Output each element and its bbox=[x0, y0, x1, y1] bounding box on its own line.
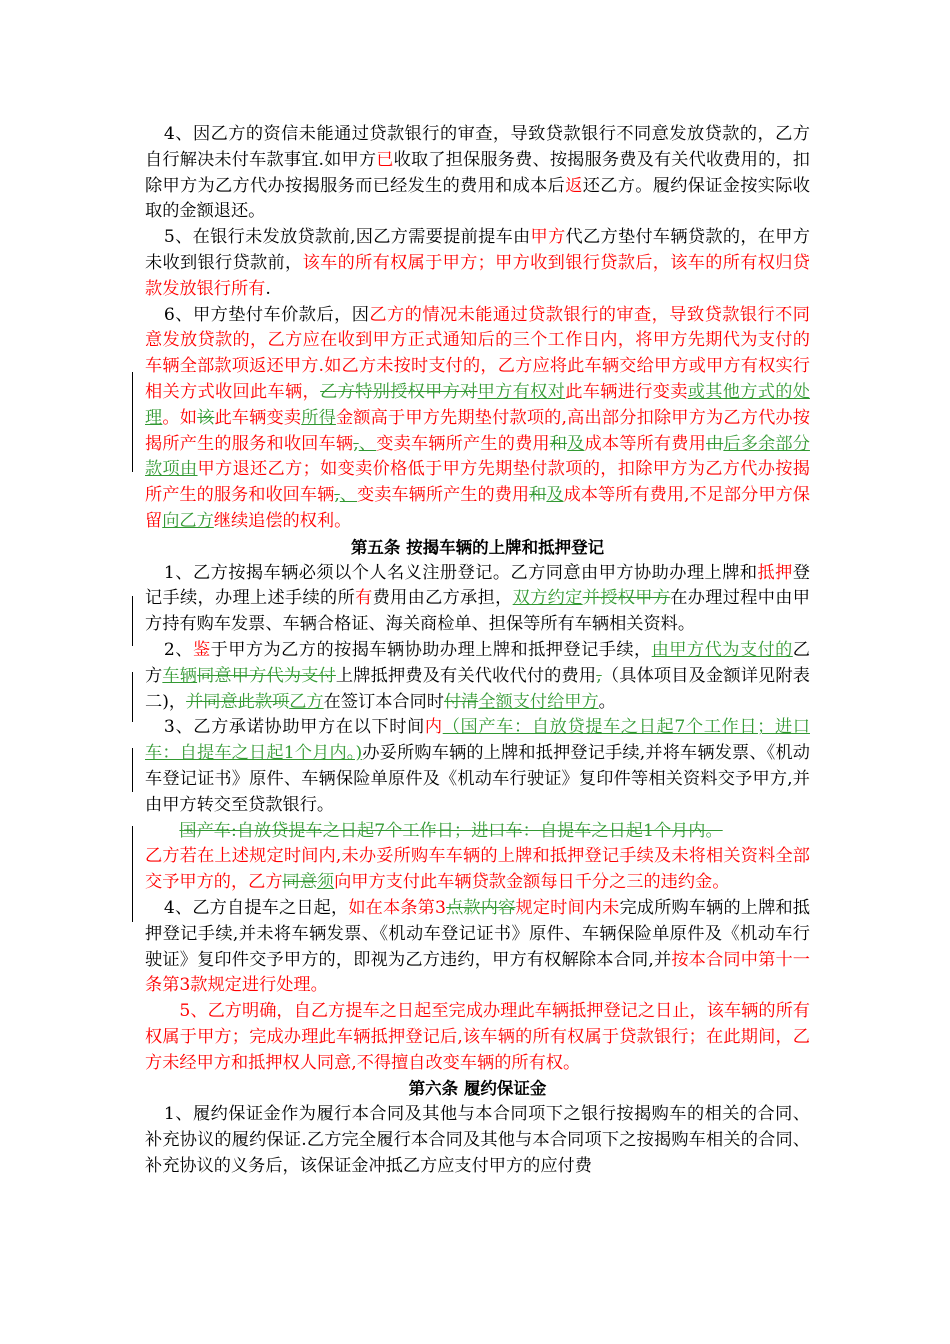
deleted-text: 和 bbox=[529, 485, 547, 506]
article-6-heading: 第六条 履约保证金 bbox=[408, 1079, 547, 1099]
text-run: 甲方 bbox=[530, 227, 566, 248]
deleted-text: 并授权甲方 bbox=[582, 588, 671, 609]
text-run: 收取了担保服务费、按揭服务费及有关代收费用的，扣除甲方为乙方代办按揭服务而已经发生的费用和成本后 bbox=[145, 149, 810, 196]
inserted-text: 及 bbox=[567, 433, 585, 454]
text-run: 还乙方。履约保证金按实际收取的金额退还。 bbox=[145, 175, 810, 222]
text-run: 鉴 bbox=[192, 639, 211, 660]
text-run: 此车辆进行变卖 bbox=[565, 381, 688, 402]
text-run: 已 bbox=[376, 149, 394, 170]
inserted-text: （国产车：自放贷提车之日起7个工作日；进口车：自提车之日起1个月内。) bbox=[145, 717, 810, 764]
text-run: 4、因乙方的资信未能通过贷款银行的审查，导致贷款银行不同意发放贷款的，乙方自行解决未付车款事宜.如甲方 bbox=[145, 124, 810, 170]
inserted-text: 后多余部分款项由 bbox=[145, 433, 810, 480]
text-run: 金额高于甲方先期垫付款项的,高出部分扣除甲方为乙方代办按揭所产生的服务和收回车辆 bbox=[145, 407, 810, 454]
text-run: 2、 bbox=[163, 639, 193, 660]
clause-5-3-penalty bbox=[145, 844, 810, 896]
text-run: 费用由乙方承担， bbox=[372, 588, 513, 609]
deleted-text: 同意 bbox=[282, 872, 317, 893]
deleted-text: 和 bbox=[549, 433, 568, 454]
change-bar bbox=[132, 672, 133, 722]
inserted-text: 乙方 bbox=[289, 691, 324, 712]
text-run: 在办理过程中由甲方持有购车发票、车辆合格证、海关商检单、担保等所有车辆相关资料。 bbox=[145, 588, 810, 635]
text-run: 6、甲方垫付车价款后，因 bbox=[163, 304, 370, 325]
text-run: 变卖车辆所产生的费用 bbox=[376, 433, 550, 454]
text-run: 5、乙方明确，自乙方提车之日起至完成办理此车辆抵押登记之日止，该车辆的所有权属于甲方；完成办理此车辆抵押登记后,该车辆的所有权属于贷款银行；在此期间，乙方未经甲方和抵押权人同意,不得擅自改变车辆的所有权。 bbox=[145, 1001, 810, 1073]
deleted-text: 点款内容 bbox=[445, 897, 516, 918]
text-run: 乙方若在上述规定时间内,未办妥所购车车辆的上牌和抵押登记手续及未将相关资料全部交予甲方的，乙方 bbox=[145, 846, 810, 893]
deleted-text: 并同意此款项 bbox=[186, 691, 290, 712]
text-run: 在签订本合同时 bbox=[323, 691, 444, 712]
text-run: 成本等所有费用 bbox=[584, 433, 706, 454]
inserted-text: 须 bbox=[316, 872, 335, 893]
text-run: 返 bbox=[565, 175, 583, 196]
deleted-text: 同意甲方代为支付 bbox=[197, 665, 336, 686]
text-run: 代乙方垫付车辆贷款的，在甲方未收到银行贷款前， bbox=[145, 227, 810, 273]
inserted-text: 、 bbox=[339, 485, 358, 506]
clause-4-5 bbox=[145, 225, 810, 302]
text-run: 该车的所有权属于甲方；甲方收到银行贷款后，该车的所有权归贷款发放银行所有 bbox=[145, 252, 810, 299]
text-run: . bbox=[265, 278, 271, 299]
text-run: （具体项目及金额详见附表二)， bbox=[145, 665, 810, 712]
text-run: 。如 bbox=[162, 407, 198, 428]
change-bar bbox=[132, 748, 133, 792]
clause-5-4 bbox=[145, 896, 810, 999]
deleted-text: 由 bbox=[705, 433, 724, 454]
clause-5-5 bbox=[145, 999, 810, 1076]
contract-body bbox=[145, 122, 810, 1180]
inserted-text: 车辆 bbox=[162, 665, 198, 686]
text-run: 办妥所购车辆的上牌和抵押登记手续,并将车辆发票、《机动车登记证书》原件、车辆保险单原件及《机动车行驶证》复印件等相关资料交予甲方,并由甲方转交至贷款银行。 bbox=[145, 743, 810, 815]
text-run: 甲方退还乙方；如变卖价格低于甲方先期垫付款项的，扣除甲方为乙方代办按揭所产生的服务和收回车辆 bbox=[145, 459, 810, 506]
text-run: 上牌抵押费及有关代收代付的费用 bbox=[335, 665, 597, 686]
text-run: 规定时间内未 bbox=[515, 897, 620, 918]
text-run: 5、在银行未发放贷款前,因乙方需要提前提车由 bbox=[163, 227, 531, 248]
clause-5-3-deleted-note bbox=[145, 819, 810, 845]
inserted-text: 所得 bbox=[301, 407, 336, 428]
clause-6-1 bbox=[145, 1102, 810, 1179]
inserted-text: 及 bbox=[546, 485, 564, 506]
text-run: 变卖车辆所产生的费用 bbox=[357, 485, 530, 506]
text-run: 1、乙方按揭车辆必须以个人名义注册登记。乙方同意由甲方协助办理上牌和 bbox=[163, 562, 758, 583]
clause-5-1 bbox=[145, 561, 810, 638]
deleted-text: , bbox=[596, 665, 602, 686]
text-run: 此车辆变卖 bbox=[214, 407, 302, 428]
deleted-text: 该 bbox=[197, 407, 215, 428]
text-run: 有 bbox=[355, 588, 373, 609]
clause-5-2 bbox=[145, 638, 810, 715]
clause-4-4 bbox=[145, 122, 810, 225]
text-run: 。 bbox=[598, 691, 616, 712]
text-run: 于甲方为乙方的按揭车辆协助办理上牌和抵押登记手续， bbox=[210, 639, 652, 660]
deleted-text: 付清 bbox=[443, 691, 479, 712]
text-run: 乙方 bbox=[145, 639, 810, 686]
text-run: 继续追偿的权利。 bbox=[213, 510, 352, 531]
inserted-text: 由甲方代为支付的 bbox=[651, 639, 793, 660]
text-run: 登记手续，办理上述手续的所 bbox=[145, 562, 810, 609]
deleted-text: , bbox=[334, 485, 340, 506]
inserted-text: 向乙方 bbox=[162, 510, 214, 531]
text-run: 3、乙方承诺协助甲方在以下时间 bbox=[163, 717, 425, 738]
text-run: 向甲方支付此车辆贷款金额每日千分之三的违约金。 bbox=[334, 872, 730, 893]
inserted-text: 、 bbox=[358, 433, 377, 454]
article-5-heading: 第五条 按揭车辆的上牌和抵押登记 bbox=[350, 537, 605, 557]
text-run: 抵押 bbox=[757, 562, 793, 583]
change-bar bbox=[132, 372, 133, 472]
change-bar bbox=[132, 596, 133, 646]
inserted-text: 双方约定 bbox=[512, 588, 583, 609]
deleted-text: , bbox=[353, 433, 359, 454]
inserted-text: 或其他方式的处理 bbox=[145, 381, 810, 428]
inserted-text: 甲方有权对 bbox=[477, 381, 566, 402]
text-run: 4、乙方自提车之日起， bbox=[163, 897, 349, 918]
deleted-text: 国产车:自放贷提车之日起7个工作日；进口车：自提车之日起1个月内。 bbox=[179, 820, 723, 841]
clause-5-3 bbox=[145, 715, 810, 818]
text-run: 1、履约保证金作为履行本合同及其他与本合同项下之银行按揭购车的相关的合同、补充协议的履约保证.乙方完全履行本合同及其他与本合同项下之按揭购车相关的合同、补充协议的义务后，该保证金冲抵乙方应支付甲方的应付费 bbox=[145, 1104, 810, 1176]
text-run: 完成所购车辆的上牌和抵押登记手续,并未将车辆发票、《机动车登记证书》原件、车辆保险单原件及《机动车行驶证》复印件交予甲方的，即视为乙方违约，甲方有权解除本合同,并 bbox=[145, 897, 810, 970]
text-run: 内 bbox=[424, 717, 443, 738]
text-run: 乙方的情况未能通过贷款银行的审查，导致贷款银行不同意发放贷款的，乙方应在收到甲方正式通知后的三个工作日内，将甲方先期代为支付的车辆全部款项返还甲方.如乙方未按时支付的，乙方应将此车辆交给甲方或甲方有权实行相关方式收回此车辆， bbox=[145, 304, 810, 402]
text-run: 按本合同中第十一条第3款规定进行处理。 bbox=[145, 949, 810, 996]
text-run: 如在本条第3 bbox=[348, 897, 446, 918]
change-bar bbox=[132, 826, 133, 922]
text-run: 成本等所有费用,不足部分甲方保留 bbox=[145, 485, 810, 531]
clause-4-6 bbox=[145, 303, 810, 535]
inserted-text: 全额支付给甲方 bbox=[478, 691, 599, 712]
deleted-text: 乙方特别授权甲方对 bbox=[320, 381, 478, 402]
